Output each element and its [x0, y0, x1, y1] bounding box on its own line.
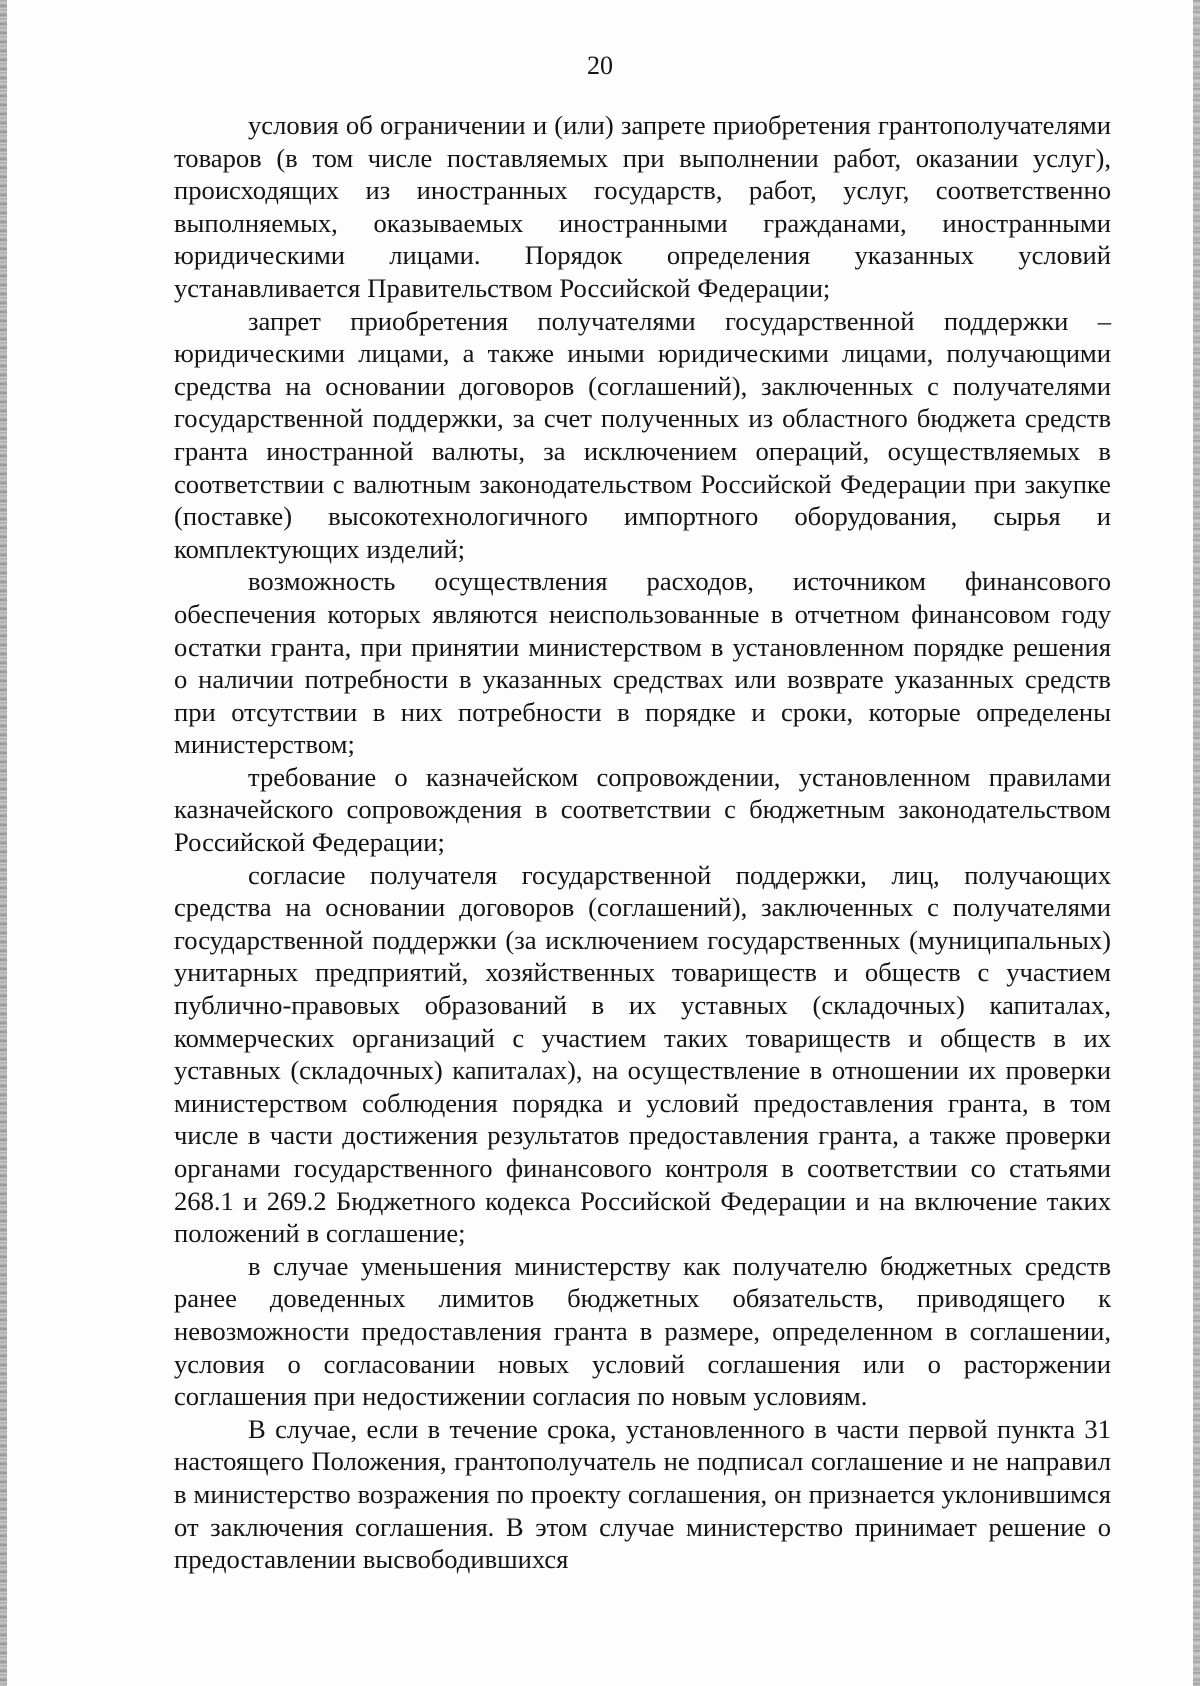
- paragraph-agreement-evasion: В случае, если в течение срока, установленного в части первой пункта 31 настоящего Положения, грантополучатель не подписал соглашение и не направил в министерство возражения по проекту соглашения, он признается уклонившимся от заключения соглашения. В этом случае министерство принимает решение о предоставлении высвободившихся: [174, 1413, 1111, 1575]
- scan-edge-right: [1193, 0, 1200, 1686]
- paragraph-unused-balance: возможность осуществления расходов, источником финансового обеспечения которых являются неиспользованные в отчетном финансовом году остатки гранта, при принятии министерством в установленном порядке решения о наличии потребности в указанных средствах или возврате указанных средств при отсутствии в них потребности в порядке и сроки, которые определены министерством;: [174, 566, 1111, 760]
- document-body: [174, 109, 1111, 1576]
- paragraph-foreign-goods-restriction: условия об ограничении и (или) запрете приобретения грантополучателями товаров (в том числе поставляемых при выполнении работ, оказании услуг), происходящих из иностранных государств, работ, услуг, соответственно выполняемых, оказываемых иностранными гражданами, иностранными юридическими лицами. Порядок определения указанных условий устанавливается Правительством Российской Федерации;: [174, 110, 1111, 303]
- page-number: 20: [587, 51, 613, 80]
- paragraph-budget-reduction: в случае уменьшения министерству как получателю бюджетных средств ранее доведенных лимитов бюджетных обязательств, приводящего к невозможности предоставления гранта в размере, определенном в соглашении, условия о согласовании новых условий соглашения или о расторжении соглашения при недостижении согласия по новым условиям.: [174, 1250, 1111, 1412]
- scan-edge-left: [0, 0, 7, 1686]
- paragraph-audit-consent: согласие получателя государственной поддержки, лиц, получающих средства на основании договоров (соглашений), заключенных с получателями государственной поддержки (за исключением государственных (муниципальных) унитарных предприятий, хозяйственных товариществ и обществ с участием публично-правовых образований в их уставных (складочных) капиталах, коммерческих организаций с участием таких товариществ и обществ в их уставных (складочных) капиталах), на осуществление в отношении их проверки министерством соблюдения порядка и условий предоставления гранта, в том числе в части достижения результатов предоставления гранта, а также проверки органами государственного финансового контроля в соответствии со статьями 268.1 и 269.2 Бюджетного кодекса Российской Федерации и на включение таких положений в соглашение;: [174, 859, 1111, 1249]
- paragraph-treasury-support: требование о казначейском сопровождении, установленном правилами казначейского сопровождения в соответствии с бюджетным законодательством Российской Федерации;: [174, 761, 1111, 858]
- paragraph-foreign-currency-ban: запрет приобретения получателями государственной поддержки – юридическими лицами, а также иными юридическими лицами, получающими средства на основании договоров (соглашений), заключенных с получателями государственной поддержки, за счет полученных из областного бюджета средств гранта иностранной валюты, за исключением операций, осуществляемых в соответствии с валютным законодательством Российской Федерации при закупке (поставке) высокотехнологичного импортного оборудования, сырья и комплектующих изделий;: [174, 305, 1111, 564]
